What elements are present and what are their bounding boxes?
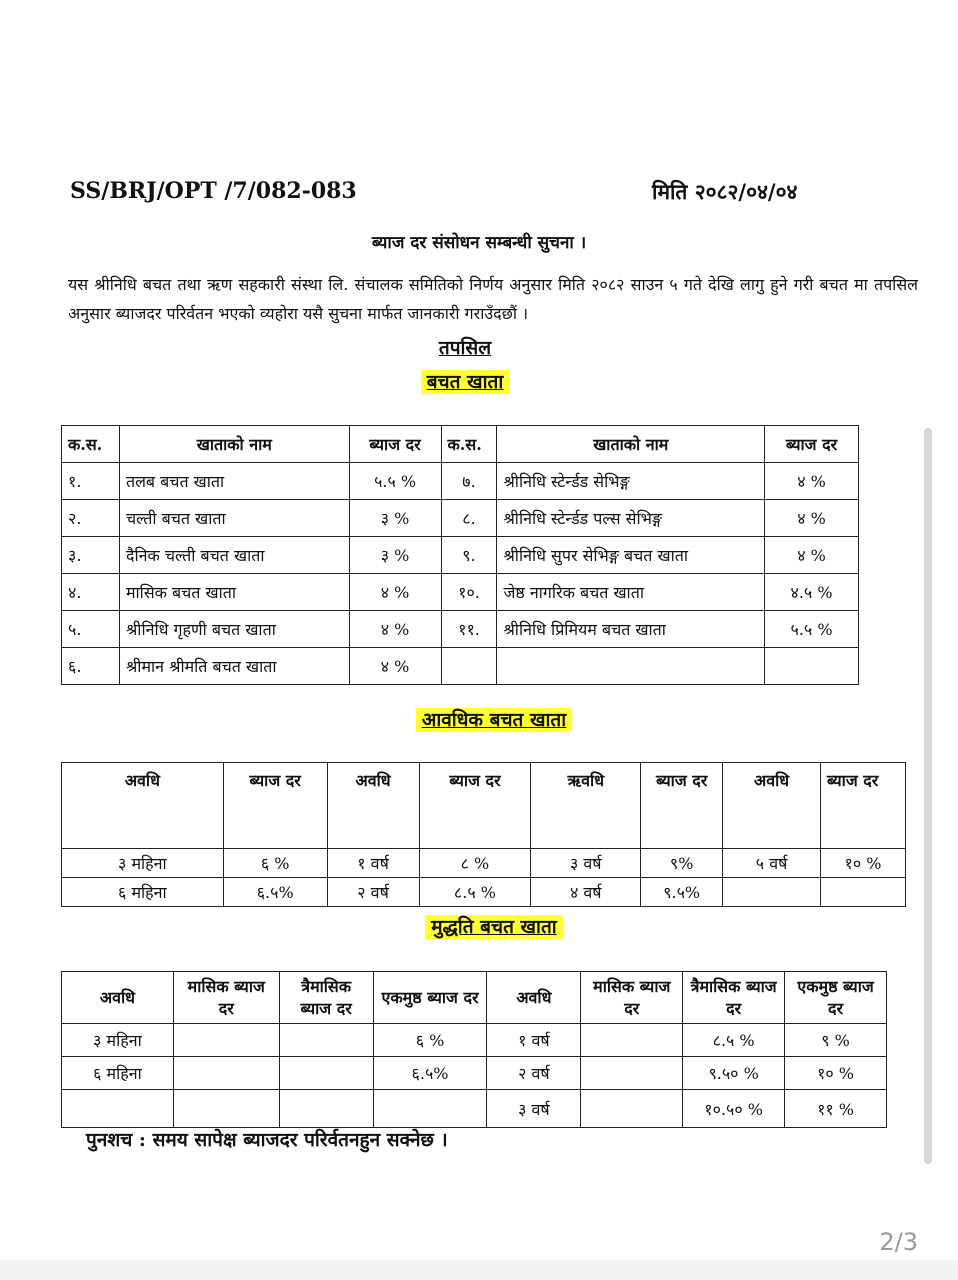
table-row xyxy=(62,1024,887,1057)
header-cell: अवधि xyxy=(327,763,419,849)
table-cell: २ वर्ष xyxy=(327,878,419,907)
postscript-note: पुनशच : समय सापेक्ष ब्याजदर परिर्वतनहुन सक्नेछ । xyxy=(86,1129,448,1151)
header-cell: ब्याज दर xyxy=(641,763,723,849)
table-cell xyxy=(173,1024,279,1057)
table-cell: ६.५% xyxy=(373,1057,487,1090)
table-cell: ३. xyxy=(62,537,120,574)
table-cell xyxy=(373,1090,487,1128)
table-row xyxy=(62,500,859,537)
header-cell: ब्याज दर xyxy=(765,426,859,463)
recurring-heading: आवधिक बचत खाता xyxy=(416,708,572,732)
table-cell: ७. xyxy=(441,463,497,500)
table-cell: श्रीनिधि स्टेर्न्डड सेभिङ्ग xyxy=(497,463,765,500)
table-row xyxy=(62,849,906,878)
table-cell: १ वर्ष xyxy=(487,1024,581,1057)
header-cell: क.स. xyxy=(62,426,120,463)
recurring-heading-wrap xyxy=(0,706,958,732)
table-cell: ८ % xyxy=(419,849,531,878)
table-row xyxy=(62,878,906,907)
header-cell: क.स. xyxy=(441,426,497,463)
table-cell xyxy=(279,1024,373,1057)
header-cell: खाताको नाम xyxy=(497,426,765,463)
table-cell: श्रीनिधि स्टेर्न्डड पल्स सेभिङ्ग xyxy=(497,500,765,537)
table-cell xyxy=(821,878,906,907)
table-cell: ६ महिना xyxy=(62,1057,174,1090)
table-cell: ९. xyxy=(441,537,497,574)
recurring-table xyxy=(61,762,906,907)
notice-subject: ब्याज दर संसोधन सम्बन्धी सुचना । xyxy=(371,233,587,253)
table-cell: ४. xyxy=(62,574,120,611)
table-cell: ८. xyxy=(441,500,497,537)
header-cell: अवधि xyxy=(723,763,821,849)
table-cell: ९.५० % xyxy=(683,1057,785,1090)
bottom-bar xyxy=(0,1260,958,1280)
header-cell: ब्याज दर xyxy=(821,763,906,849)
header-cell: अवधि xyxy=(62,763,224,849)
table-cell: ६ % xyxy=(373,1024,487,1057)
table-cell: ५.५ % xyxy=(349,463,441,500)
table-cell: १ वर्ष xyxy=(327,849,419,878)
table-cell xyxy=(765,648,859,685)
table-cell xyxy=(173,1090,279,1128)
savings-heading: बचत खाता xyxy=(421,370,510,394)
header-cell: मासिक ब्याज दर xyxy=(581,972,683,1024)
fixed-table xyxy=(61,971,887,1128)
header-cell: मासिक ब्याज दर xyxy=(173,972,279,1024)
header-cell: ऋवधि xyxy=(531,763,641,849)
table-cell xyxy=(279,1057,373,1090)
table-cell xyxy=(581,1090,683,1128)
vertical-scrollbar[interactable] xyxy=(924,428,932,1164)
table-row xyxy=(62,1090,887,1128)
savings-heading-wrap xyxy=(0,368,930,394)
header-cell: ब्याज दर xyxy=(419,763,531,849)
notice-paragraph: यस श्रीनिधि बचत तथा ऋण सहकारी संस्था लि. संचालक समितिको निर्णय अनुसार मिति २०८२ साउन ५ गते देखि लागु हुने गरी बचत मा तपसिल अनुसार ब्याजदर परिर्वतन भएको व्यहोरा यसै सुचना मार्फत जानकारी गराउँदछौं । xyxy=(68,275,918,323)
header-cell: एकमुष्ठ ब्याज दर xyxy=(785,972,887,1024)
table-cell: ९ % xyxy=(785,1024,887,1057)
table-cell: ९.५% xyxy=(641,878,723,907)
header-cell: खाताको नाम xyxy=(119,426,349,463)
table-cell: ११. xyxy=(441,611,497,648)
table-cell: श्रीनिधि गृहणी बचत खाता xyxy=(119,611,349,648)
table-cell: ५.५ % xyxy=(765,611,859,648)
table-cell: ९% xyxy=(641,849,723,878)
table-cell xyxy=(497,648,765,685)
table-cell: ८.५ % xyxy=(419,878,531,907)
table-cell: ६ % xyxy=(223,849,327,878)
table-cell: ४ वर्ष xyxy=(531,878,641,907)
fixed-heading-wrap xyxy=(0,913,958,939)
notice-date: मिति २०८२/०४/०४ xyxy=(652,179,798,204)
table-cell: ३ वर्ष xyxy=(531,849,641,878)
header-cell: एकमुष्ठ ब्याज दर xyxy=(373,972,487,1024)
table-cell: ४ % xyxy=(349,574,441,611)
table-cell: ४ % xyxy=(765,537,859,574)
table-cell: १. xyxy=(62,463,120,500)
table-cell: ४.५ % xyxy=(765,574,859,611)
header-cell: अवधि xyxy=(62,972,174,1024)
table-row xyxy=(62,1057,887,1090)
table-cell xyxy=(723,878,821,907)
header-cell: ब्याज दर xyxy=(223,763,327,849)
table-cell xyxy=(62,1090,174,1128)
table-cell: ११ % xyxy=(785,1090,887,1128)
fixed-header-row xyxy=(62,972,887,1024)
table-cell: ४ % xyxy=(765,500,859,537)
header-cell: त्रैमासिक ब्याज दर xyxy=(279,972,373,1024)
fixed-heading: मुद्धति बचत खाता xyxy=(425,915,562,939)
table-cell xyxy=(581,1057,683,1090)
savings-table xyxy=(61,425,859,685)
table-row xyxy=(62,611,859,648)
table-cell: २. xyxy=(62,500,120,537)
table-cell xyxy=(441,648,497,685)
table-cell: ६. xyxy=(62,648,120,685)
table-cell: १०.५० % xyxy=(683,1090,785,1128)
table-cell: ६.५% xyxy=(223,878,327,907)
table-cell: दैनिक चल्ती बचत खाता xyxy=(119,537,349,574)
table-cell: २ वर्ष xyxy=(487,1057,581,1090)
table-cell: ३ महिना xyxy=(62,1024,174,1057)
table-cell: ४ % xyxy=(765,463,859,500)
table-cell: तलब बचत खाता xyxy=(119,463,349,500)
header-cell: ब्याज दर xyxy=(349,426,441,463)
reference-number: SS/BRJ/OPT /7/082-083 xyxy=(70,178,357,204)
table-cell: ३ महिना xyxy=(62,849,224,878)
header-cell: अवधि xyxy=(487,972,581,1024)
table-cell: ६ महिना xyxy=(62,878,224,907)
table-cell xyxy=(279,1090,373,1128)
table-row xyxy=(62,574,859,611)
table-cell: चल्ती बचत खाता xyxy=(119,500,349,537)
savings-header-row xyxy=(62,426,859,463)
table-cell: श्रीनिधि प्रिमियम बचत खाता xyxy=(497,611,765,648)
page-indicator: 2/3 xyxy=(879,1228,918,1256)
table-cell: ४ % xyxy=(349,611,441,648)
table-cell xyxy=(173,1057,279,1090)
table-cell: ३ वर्ष xyxy=(487,1090,581,1128)
table-cell: ४ % xyxy=(349,648,441,685)
table-cell: श्रीनिधि सुपर सेभिङ्ग बचत खाता xyxy=(497,537,765,574)
table-cell: १० % xyxy=(785,1057,887,1090)
table-cell: ८.५ % xyxy=(683,1024,785,1057)
table-cell xyxy=(581,1024,683,1057)
table-cell: १०. xyxy=(441,574,497,611)
recurring-header-row xyxy=(62,763,906,849)
details-title-text: तपसिल xyxy=(438,337,492,359)
table-row xyxy=(62,463,859,500)
details-title xyxy=(0,334,930,360)
table-row xyxy=(62,537,859,574)
table-cell: ५ वर्ष xyxy=(723,849,821,878)
table-cell: श्रीमान श्रीमति बचत खाता xyxy=(119,648,349,685)
table-row xyxy=(62,648,859,685)
table-cell: १० % xyxy=(821,849,906,878)
table-cell: ३ % xyxy=(349,500,441,537)
table-cell: ५. xyxy=(62,611,120,648)
table-cell: जेष्ठ नागरिक बचत खाता xyxy=(497,574,765,611)
header-cell: त्रैमासिक ब्याज दर xyxy=(683,972,785,1024)
table-cell: ३ % xyxy=(349,537,441,574)
table-cell: मासिक बचत खाता xyxy=(119,574,349,611)
